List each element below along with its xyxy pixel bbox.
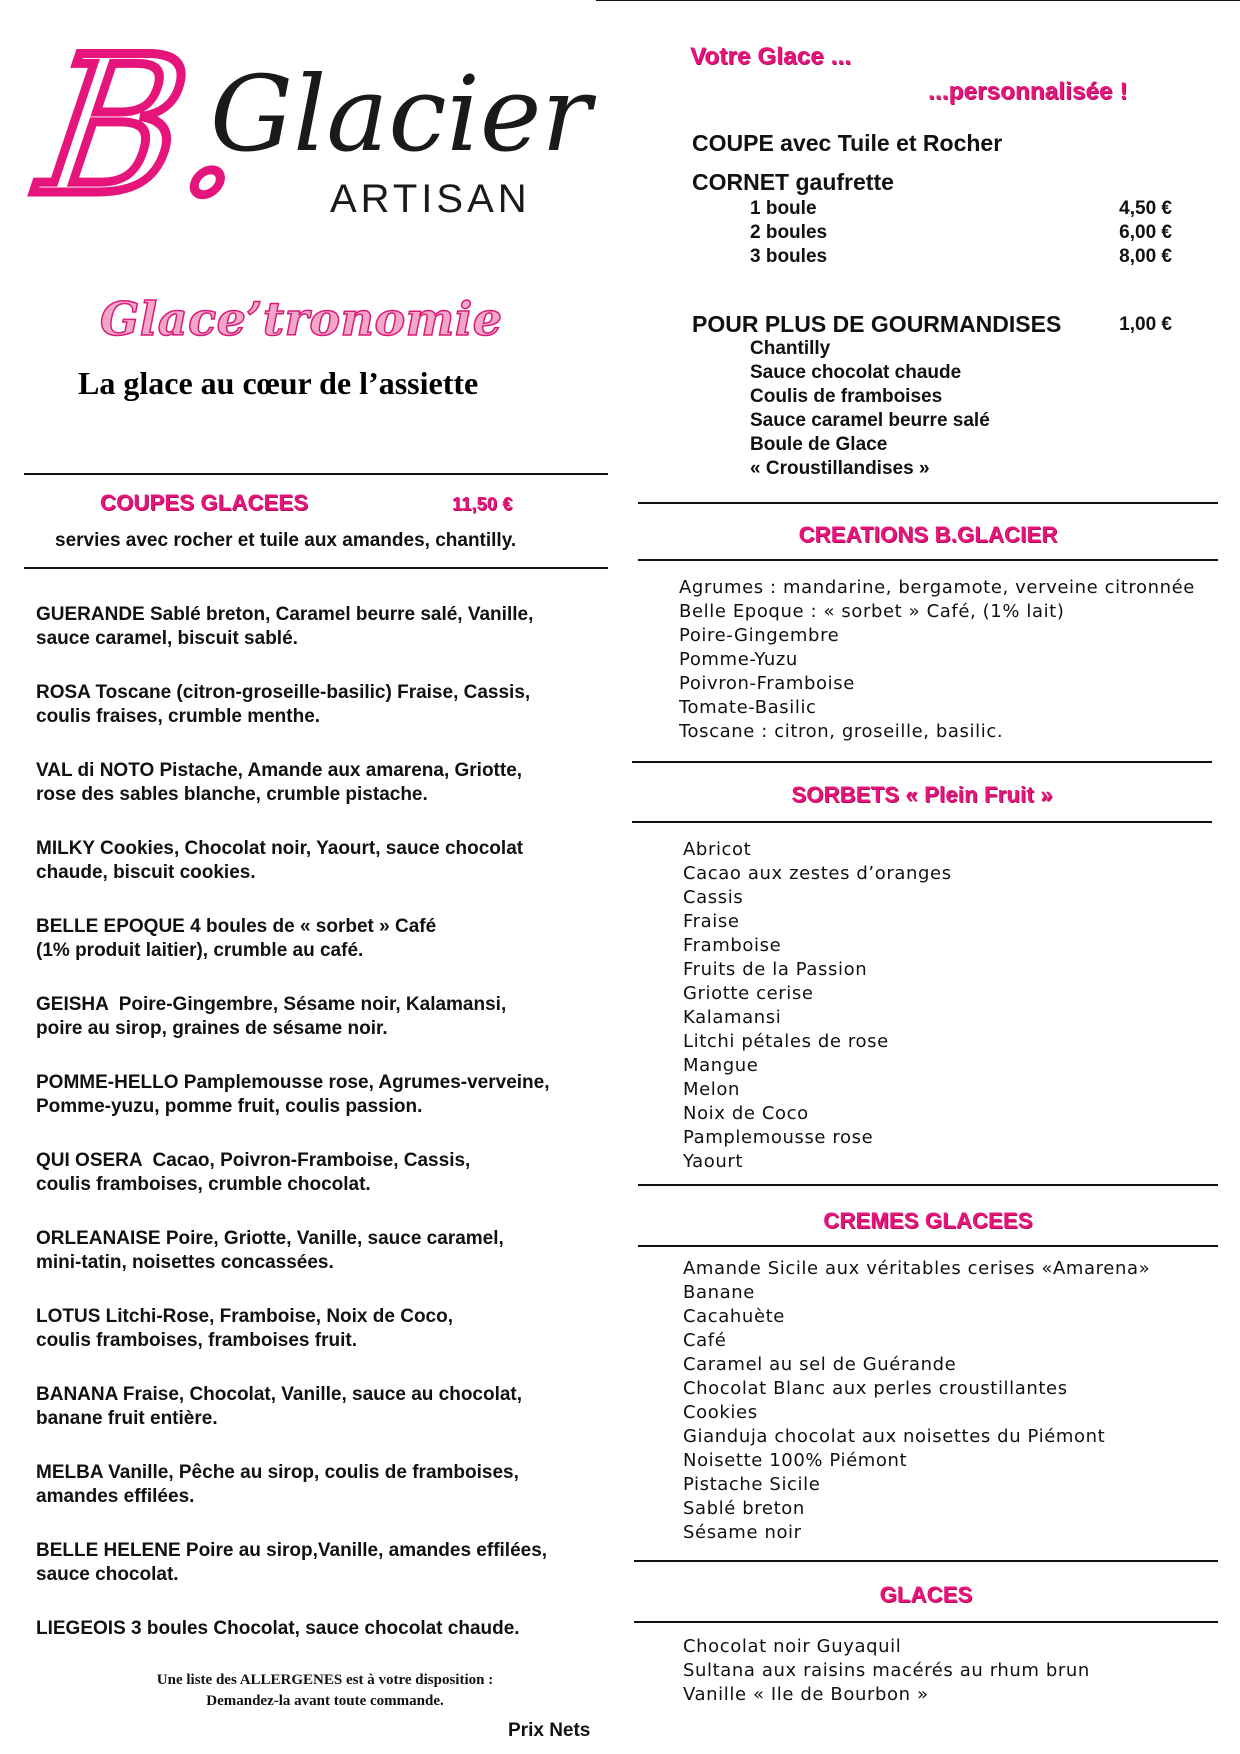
coupe-desc-2: poire au sirop, graines de sésame noir. bbox=[36, 1018, 388, 1039]
coupe-line-1 bbox=[36, 1149, 616, 1173]
coupe-item bbox=[36, 837, 616, 885]
creation-item: Toscane : citron, groseille, basilic. bbox=[679, 721, 1004, 742]
allergens-line1: Une liste des ALLERGENES est à votre disposition : bbox=[156, 1672, 494, 1688]
coupe-desc-2: mini-tatin, noisettes concassées. bbox=[36, 1252, 334, 1273]
coupes-subtitle: servies avec rocher et tuile aux amandes, chantilly. bbox=[55, 530, 517, 551]
coupe-item bbox=[36, 1071, 616, 1119]
sorbet-item: Abricot bbox=[683, 839, 752, 860]
coupe-item bbox=[36, 1539, 616, 1587]
creation-item: Pomme-Yuzu bbox=[679, 649, 798, 670]
boule-3-label: 3 boules bbox=[750, 246, 828, 267]
gourmandise-item: Boule de Glace bbox=[750, 434, 888, 455]
cremes-rule-top bbox=[638, 1184, 1218, 1186]
coupes-rule-bottom bbox=[24, 567, 608, 569]
coupe-desc-2: sauce chocolat. bbox=[36, 1564, 179, 1585]
creations-rule-top bbox=[638, 502, 1218, 504]
glaces-rule-top bbox=[634, 1560, 1218, 1562]
creme-item: Sésame noir bbox=[683, 1522, 802, 1543]
creation-item: Belle Epoque : « sorbet » Café, (1% lait) bbox=[679, 601, 1065, 622]
sorbets-rule-top bbox=[632, 761, 1212, 763]
coupe-desc-1: Poire au sirop,Vanille, amandes effilées, bbox=[180, 1540, 548, 1561]
coupe-line-1 bbox=[36, 681, 616, 705]
coupe-desc-1: 4 boules de « sorbet » Café bbox=[184, 916, 437, 937]
coupe-line-1 bbox=[36, 1071, 616, 1095]
boule-3-price: 8,00 € bbox=[1119, 246, 1172, 267]
sorbet-item: Kalamansi bbox=[683, 1007, 782, 1028]
coupe-name: BANANA bbox=[36, 1384, 118, 1405]
coupe-item bbox=[36, 1383, 616, 1431]
creme-item: Café bbox=[683, 1330, 727, 1351]
coupe-name: GUERANDE bbox=[36, 604, 145, 625]
coupe-desc-2: coulis fraises, crumble menthe. bbox=[36, 706, 321, 727]
coupe-desc-2: coulis framboises, crumble chocolat. bbox=[36, 1174, 371, 1195]
coupe-desc-1: Pamplemousse rose, Agrumes-verveine, bbox=[178, 1072, 550, 1093]
sorbet-item: Cassis bbox=[683, 887, 744, 908]
creation-item: Tomate-Basilic bbox=[679, 697, 817, 718]
top-rule bbox=[596, 0, 1240, 1]
sorbets-rule-bottom bbox=[632, 821, 1212, 823]
creation-item: Poivron-Framboise bbox=[679, 673, 855, 694]
coupe-line-1 bbox=[36, 1305, 616, 1329]
allergens-notice bbox=[60, 1670, 590, 1712]
coupe-desc-1: Poire, Griotte, Vanille, sauce caramel, bbox=[160, 1228, 504, 1249]
coupe-item bbox=[36, 1461, 616, 1509]
boule-1-label: 1 boule bbox=[750, 198, 817, 219]
coupe-line-1 bbox=[36, 993, 616, 1017]
glace-item: Sultana aux raisins macérés au rhum brun bbox=[683, 1660, 1090, 1681]
sorbet-item: Mangue bbox=[683, 1055, 759, 1076]
coupe-desc-1: Vanille, Pêche au sirop, coulis de framboises, bbox=[102, 1462, 519, 1483]
coupe-line-1 bbox=[36, 1617, 616, 1641]
sorbet-item: Melon bbox=[683, 1079, 741, 1100]
coupe-line-1 bbox=[36, 603, 616, 627]
creation-item: Poire-Gingembre bbox=[679, 625, 840, 646]
boule-1-price: 4,50 € bbox=[1119, 198, 1172, 219]
coupes-title: COUPES GLACEES bbox=[100, 490, 309, 515]
sorbet-item: Fraise bbox=[683, 911, 740, 932]
coupes-rule-top bbox=[24, 473, 608, 475]
sorbet-item: Cacao aux zestes d’oranges bbox=[683, 863, 952, 884]
coupe-name: MELBA bbox=[36, 1462, 103, 1483]
coupe-line-1 bbox=[36, 759, 616, 783]
creme-item: Banane bbox=[683, 1282, 755, 1303]
coupe-item bbox=[36, 681, 616, 729]
coupe-desc-2: (1% produit laitier), crumble au café. bbox=[36, 940, 364, 961]
creme-item: Noisette 100% Piémont bbox=[683, 1450, 908, 1471]
coupe-name: LIEGEOIS bbox=[36, 1618, 126, 1639]
coupe-item bbox=[36, 1305, 616, 1353]
creations-rule-bottom bbox=[638, 559, 1218, 561]
creation-item: Agrumes : mandarine, bergamote, verveine citronnée bbox=[679, 577, 1195, 598]
gourmandise-item: « Croustillandises » bbox=[750, 458, 930, 479]
coupe-item bbox=[36, 1227, 616, 1275]
gourmandises-title: POUR PLUS DE GOURMANDISES bbox=[692, 311, 1062, 337]
coupe-desc-2: chaude, biscuit cookies. bbox=[36, 862, 256, 883]
b-glacier-logo bbox=[29, 16, 592, 238]
coupe-line-1 bbox=[36, 1383, 616, 1407]
sorbet-item: Framboise bbox=[683, 935, 782, 956]
sorbet-item: Griotte cerise bbox=[683, 983, 814, 1004]
gourmandise-item: Sauce caramel beurre salé bbox=[750, 410, 990, 431]
perso-cornet: CORNET gaufrette bbox=[692, 169, 894, 195]
perso-title-1: Votre Glace ... bbox=[690, 43, 852, 70]
coupe-desc-2: amandes effilées. bbox=[36, 1486, 195, 1507]
coupe-desc-2: sauce caramel, biscuit sablé. bbox=[36, 628, 298, 649]
glace-item: Chocolat noir Guyaquil bbox=[683, 1636, 902, 1657]
sorbets-title: SORBETS « Plein Fruit » bbox=[791, 782, 1053, 807]
coupe-line-1 bbox=[36, 1461, 616, 1485]
coupe-desc-2: rose des sables blanche, crumble pistache. bbox=[36, 784, 428, 805]
creations-title: CREATIONS B.GLACIER bbox=[798, 522, 1058, 547]
prix-nets: Prix Nets bbox=[508, 1720, 591, 1741]
coupe-desc-1: 3 boules Chocolat, sauce chocolat chaude. bbox=[125, 1618, 520, 1639]
logo-initial: B. bbox=[29, 16, 261, 238]
glaces-title: GLACES bbox=[879, 1582, 973, 1607]
glaces-rule-bottom bbox=[634, 1621, 1218, 1623]
creme-item: Caramel au sel de Guérande bbox=[683, 1354, 957, 1375]
creme-item: Chocolat Blanc aux perles croustillantes bbox=[683, 1378, 1068, 1399]
coupe-name: MILKY bbox=[36, 838, 95, 859]
coupe-item bbox=[36, 603, 616, 651]
perso-title-2: ...personnalisée ! bbox=[928, 78, 1128, 105]
creme-item: Cacahuète bbox=[683, 1306, 785, 1327]
coupe-desc-1: Cookies, Chocolat noir, Yaourt, sauce chocolat bbox=[94, 838, 524, 859]
gourmandise-item: Coulis de framboises bbox=[750, 386, 943, 407]
logo-subtitle: ARTISAN bbox=[330, 177, 531, 221]
boule-2-price: 6,00 € bbox=[1119, 222, 1172, 243]
coupe-desc-2: banane fruit entière. bbox=[36, 1408, 218, 1429]
sorbet-item: Pamplemousse rose bbox=[683, 1127, 874, 1148]
coupe-item bbox=[36, 1149, 616, 1197]
sorbet-item: Litchi pétales de rose bbox=[683, 1031, 889, 1052]
coupe-desc-2: coulis framboises, framboises fruit. bbox=[36, 1330, 357, 1351]
page-tagline: La glace au cœur de l’assiette bbox=[78, 365, 479, 401]
sorbet-item: Fruits de la Passion bbox=[683, 959, 868, 980]
coupe-item bbox=[36, 759, 616, 807]
brand-tagline: Glace’tronomie bbox=[100, 292, 503, 346]
boule-2-label: 2 boules bbox=[750, 222, 828, 243]
gourmandises-price: 1,00 € bbox=[1119, 314, 1172, 335]
sorbet-item: Noix de Coco bbox=[683, 1103, 809, 1124]
cremes-title: CREMES GLACEES bbox=[823, 1208, 1033, 1233]
coupe-line-1 bbox=[36, 1539, 616, 1563]
creme-item: Pistache Sicile bbox=[683, 1474, 821, 1495]
coupe-name: ORLEANAISE bbox=[36, 1228, 161, 1249]
coupe-line-1 bbox=[36, 1227, 616, 1251]
creme-item: Cookies bbox=[683, 1402, 758, 1423]
coupe-desc-1: Cacao, Poivron-Framboise, Cassis, bbox=[141, 1150, 471, 1171]
gourmandise-item: Sauce chocolat chaude bbox=[750, 362, 962, 383]
coupe-desc-1: Pistache, Amande aux amarena, Griotte, bbox=[154, 760, 523, 781]
creme-item: Amande Sicile aux véritables cerises «Amarena» bbox=[683, 1258, 1151, 1279]
creme-item: Gianduja chocolat aux noisettes du Piémont bbox=[683, 1426, 1106, 1447]
logo-name: Glacier bbox=[210, 53, 592, 175]
coupe-line-1 bbox=[36, 837, 616, 861]
sorbet-item: Yaourt bbox=[683, 1151, 744, 1172]
creme-item: Sablé breton bbox=[683, 1498, 805, 1519]
coupe-line-1 bbox=[36, 915, 616, 939]
coupes-price: 11,50 € bbox=[452, 494, 513, 514]
cremes-rule-bottom bbox=[638, 1245, 1218, 1247]
coupe-item bbox=[36, 993, 616, 1041]
coupe-name: LOTUS bbox=[36, 1306, 101, 1327]
coupe-name: BELLE HELENE bbox=[36, 1540, 181, 1561]
glace-item: Vanille « Ile de Bourbon » bbox=[683, 1684, 929, 1705]
coupe-desc-1: Poire-Gingembre, Sésame noir, Kalamansi, bbox=[108, 994, 507, 1015]
allergens-line2: Demandez-la avant toute commande. bbox=[206, 1693, 444, 1709]
coupe-name: QUI OSERA bbox=[36, 1150, 142, 1171]
coupe-desc-1: Litchi-Rose, Framboise, Noix de Coco, bbox=[100, 1306, 454, 1327]
coupe-name: ROSA bbox=[36, 682, 91, 703]
coupe-desc-1: Fraise, Chocolat, Vanille, sauce au chocolat, bbox=[117, 1384, 523, 1405]
coupe-item bbox=[36, 1617, 616, 1641]
coupe-name: BELLE EPOQUE bbox=[36, 916, 185, 937]
coupe-name: VAL di NOTO bbox=[36, 760, 155, 781]
coupe-desc-1: Toscane (citron-groseille-basilic) Fraise, Cassis, bbox=[90, 682, 531, 703]
coupe-name: GEISHA bbox=[36, 994, 109, 1015]
perso-coupe: COUPE avec Tuile et Rocher bbox=[692, 130, 1003, 156]
coupe-desc-1: Sablé breton, Caramel beurre salé, Vanille, bbox=[144, 604, 534, 625]
gourmandise-item: Chantilly bbox=[750, 338, 831, 359]
coupe-desc-2: Pomme-yuzu, pomme fruit, coulis passion. bbox=[36, 1096, 423, 1117]
coupe-name: POMME-HELLO bbox=[36, 1072, 179, 1093]
coupe-item bbox=[36, 915, 616, 963]
